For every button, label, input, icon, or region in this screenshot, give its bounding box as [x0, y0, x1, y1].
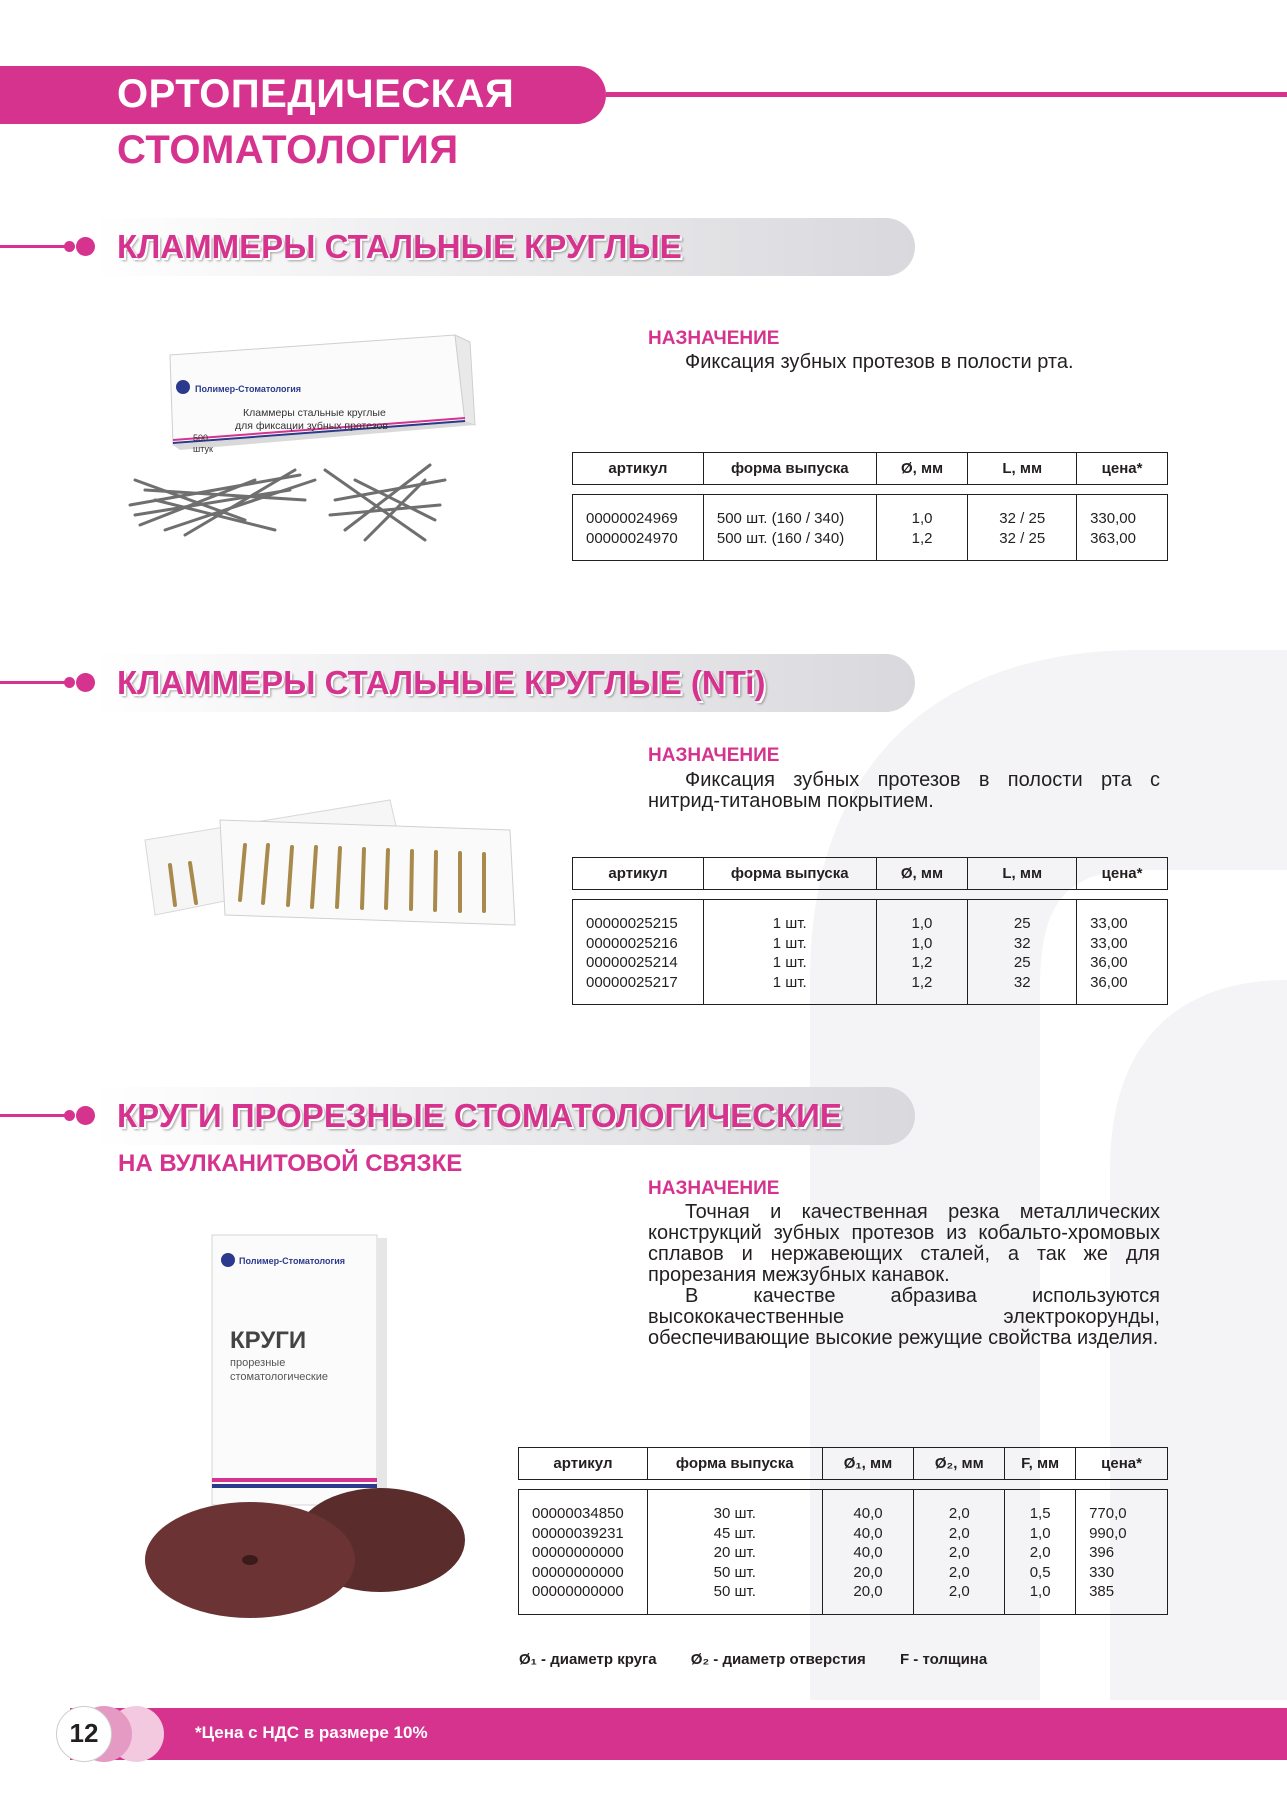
bullet-dot-icon [76, 1106, 95, 1125]
table-header-cell: Ø₂, мм [914, 1448, 1005, 1480]
table-cell-price: 330,00 363,00 [1077, 495, 1168, 561]
table-cell-article: 00000034850 00000039231 00000000000 00000000000 00000000000 [519, 1490, 648, 1615]
cutting-discs-box-image [120, 1230, 470, 1630]
box-unit: штук [193, 444, 213, 454]
table-cell-diameter-hole: 2,0 2,0 2,0 2,0 2,0 [914, 1490, 1005, 1615]
table-cell-diameter-outer: 40,0 40,0 40,0 20,0 20,0 [822, 1490, 914, 1615]
box-label-line2: для фиксации зубных протезов [235, 420, 388, 432]
table-body-row [573, 495, 1168, 561]
box-label-line2: стоматологические [230, 1371, 329, 1383]
box-count: 500 [193, 433, 209, 443]
table-header-cell: L, мм [968, 453, 1077, 485]
table-header-cell: артикул [573, 858, 704, 890]
table-header-cell: форма выпуска [647, 1448, 822, 1480]
legend-item: Ø₂ - диаметр отверстия [690, 1651, 866, 1668]
box-brand: Полимер-Стоматология [195, 384, 302, 394]
purpose-paragraph: В качестве абразива используются высококачественные электрокорунды, обеспечивающие высокие режущие свойства изделия. [648, 1285, 1160, 1349]
table-header-cell: Ø, мм [876, 453, 968, 485]
table-cell-article: 00000025215 00000025216 00000025214 00000025217 [573, 900, 704, 1005]
bullet-dot-icon [64, 241, 75, 252]
section-subtitle: НА ВУЛКАНИТОВОЙ СВЯЗКЕ [118, 1150, 463, 1177]
table-header-row [573, 858, 1168, 890]
table-header-cell: цена* [1077, 453, 1168, 485]
table-cell-price: 770,0 990,0 396 330 385 [1076, 1490, 1168, 1615]
footnote: *Цена с НДС в размере 10% [195, 1723, 428, 1742]
bullet-dot-icon [64, 1110, 75, 1121]
table-header-row [573, 453, 1168, 485]
table-header-cell: форма выпуска [703, 453, 876, 485]
section-header [0, 218, 915, 276]
table-cell-form: 30 шт. 45 шт. 20 шт. 50 шт. 50 шт. [647, 1490, 822, 1615]
page-title: ОРТОПЕДИЧЕСКАЯ [117, 72, 515, 116]
blister-pack-clasps-image [140, 795, 520, 955]
bullet-dot-icon [76, 237, 95, 256]
table-cell-diameter: 1,0 1,0 1,2 1,2 [876, 900, 968, 1005]
table-cell-form: 1 шт. 1 шт. 1 шт. 1 шт. [703, 900, 876, 1005]
purpose-label: НАЗНАЧЕНИЕ [648, 328, 780, 349]
box-label-line1: Кламмеры стальные круглые [243, 407, 386, 419]
purpose-label: НАЗНАЧЕНИЕ [648, 745, 780, 766]
section-header [0, 1087, 915, 1145]
table-header-cell: артикул [573, 453, 704, 485]
page-title-second-line: СТОМАТОЛОГИЯ [117, 128, 459, 172]
table-body-row [573, 900, 1168, 1005]
purpose-text [648, 1202, 1160, 1349]
table-cell-price: 33,00 33,00 36,00 36,00 [1077, 900, 1168, 1005]
table-header-cell: цена* [1077, 858, 1168, 890]
header-line [606, 92, 1287, 97]
section-header-line [0, 245, 66, 248]
table-cell-length: 32 / 25 32 / 25 [968, 495, 1077, 561]
section-title: КРУГИ ПРОРЕЗНЫЕ СТОМАТОЛОГИЧЕСКИЕ [117, 1097, 842, 1134]
table-header-cell: F, мм [1005, 1448, 1076, 1480]
purpose-paragraph: Точная и качественная резка металлических конструкций зубных протезов из кобальто-хромовых сплавов и нержавеющих сталей, а так же для прорезания межзубных канавок. [648, 1201, 1160, 1286]
section-header-line [0, 1114, 66, 1117]
table-cell-length: 25 32 25 32 [968, 900, 1077, 1005]
table-header-cell: Ø, мм [876, 858, 968, 890]
section-title: КЛАММЕРЫ СТАЛЬНЫЕ КРУГЛЫЕ (NTi) [117, 664, 766, 701]
legend-item: Ø₁ - диаметр круга [519, 1651, 657, 1668]
table-header-cell: цена* [1076, 1448, 1168, 1480]
section-header-line [0, 681, 66, 684]
bullet-dot-icon [76, 673, 95, 692]
section-header [0, 654, 915, 712]
table-cell-diameter: 1,0 1,2 [876, 495, 968, 561]
product-table [572, 857, 1168, 1005]
table-body-row [519, 1490, 1168, 1615]
table-header-cell: артикул [519, 1448, 648, 1480]
page-number: 12 [69, 1718, 99, 1748]
purpose-paragraph: Фиксация зубных протезов в полости рта. [685, 351, 1074, 373]
legend-item: F - толщина [899, 1651, 988, 1668]
box-label-line1: прорезные [230, 1357, 286, 1369]
box-big-label: КРУГИ [230, 1327, 307, 1354]
table-header-cell: L, мм [968, 858, 1077, 890]
table-legend [519, 1651, 1017, 1668]
purpose-label: НАЗНАЧЕНИЕ [648, 1178, 780, 1199]
wire-clasps-box-image [125, 330, 495, 560]
table-header-cell: Ø₁, мм [822, 1448, 914, 1480]
table-cell-article: 00000024969 00000024970 [573, 495, 704, 561]
table-cell-thickness: 1,5 1,0 2,0 0,5 1,0 [1005, 1490, 1076, 1615]
table-cell-form: 500 шт. (160 / 340) 500 шт. (160 / 340) [703, 495, 876, 561]
purpose-text [648, 770, 1160, 812]
bullet-dot-icon [64, 677, 75, 688]
section-title: КЛАММЕРЫ СТАЛЬНЫЕ КРУГЛЫЕ [117, 228, 682, 265]
purpose-paragraph: Фиксация зубных протезов в полости рта с нитрид-титановым покрытием. [648, 769, 1160, 812]
product-table [518, 1447, 1168, 1615]
table-header-row [519, 1448, 1168, 1480]
product-table [572, 452, 1168, 561]
purpose-text [648, 352, 1160, 373]
table-header-cell: форма выпуска [703, 858, 876, 890]
box-brand: Полимер-Стоматология [239, 1256, 346, 1266]
